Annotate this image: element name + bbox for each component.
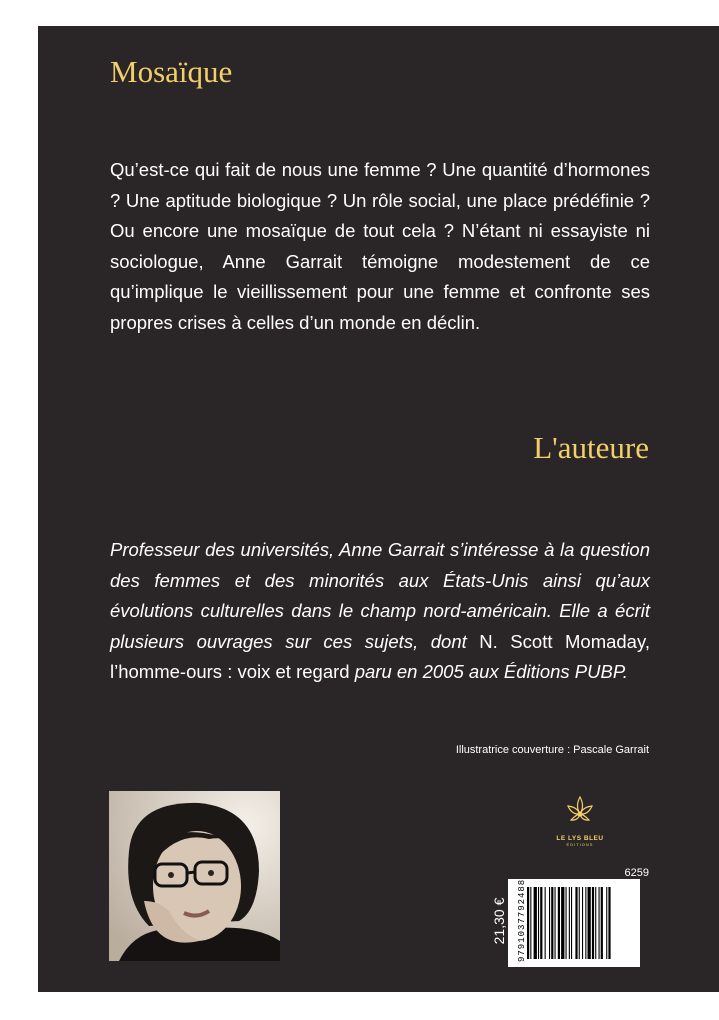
bio-book-title: N. Scott Momaday, l’homme-ours : voix et regard	[110, 630, 650, 682]
publisher-name: LE LYS BLEU	[556, 835, 604, 842]
author-photo	[109, 791, 280, 961]
barcode	[508, 879, 640, 967]
isbn-text: 9791037792488	[517, 878, 527, 962]
author-heading: L'auteure	[533, 430, 649, 465]
bio-text-2: paru en 2005 aux Éditions PUBP.	[349, 661, 628, 682]
bio-text-1: Professeur des universités, Anne Garrait s’intéresse à la question des femmes et des minorités aux États-Unis ainsi qu’aux évolutions culturelles dans le champ nord-américain. Elle a écrit plusieurs ouvrages sur ces sujets, dont	[110, 539, 650, 652]
publisher-logo	[550, 794, 610, 847]
lily-flower-icon	[565, 794, 595, 828]
summary-paragraph: Qu’est-ce qui fait de nous une femme ? Une quantité d’hormones ? Une aptitude biologique ? Un rôle social, une place prédéfinie ? Ou encore une mosaïque de tout cela ? N’étant ni essayiste ni sociologue, Anne Garrait témoigne modestement de ce qu’implique le vieillissement pour une femme et confronte ses propres crises à celles d’un monde en déclin.	[110, 159, 650, 333]
illustrator-credit: Illustratrice couverture : Pascale Garrait	[455, 744, 649, 756]
publisher-sub: ÉDITIONS	[566, 842, 594, 847]
author-bio	[110, 535, 650, 688]
price-text: 21,30 €	[491, 897, 507, 945]
author-portrait-image	[109, 791, 280, 961]
book-title: Mosaïque	[110, 54, 233, 89]
barcode-bars	[527, 887, 633, 959]
book-code: 6259	[624, 867, 649, 879]
